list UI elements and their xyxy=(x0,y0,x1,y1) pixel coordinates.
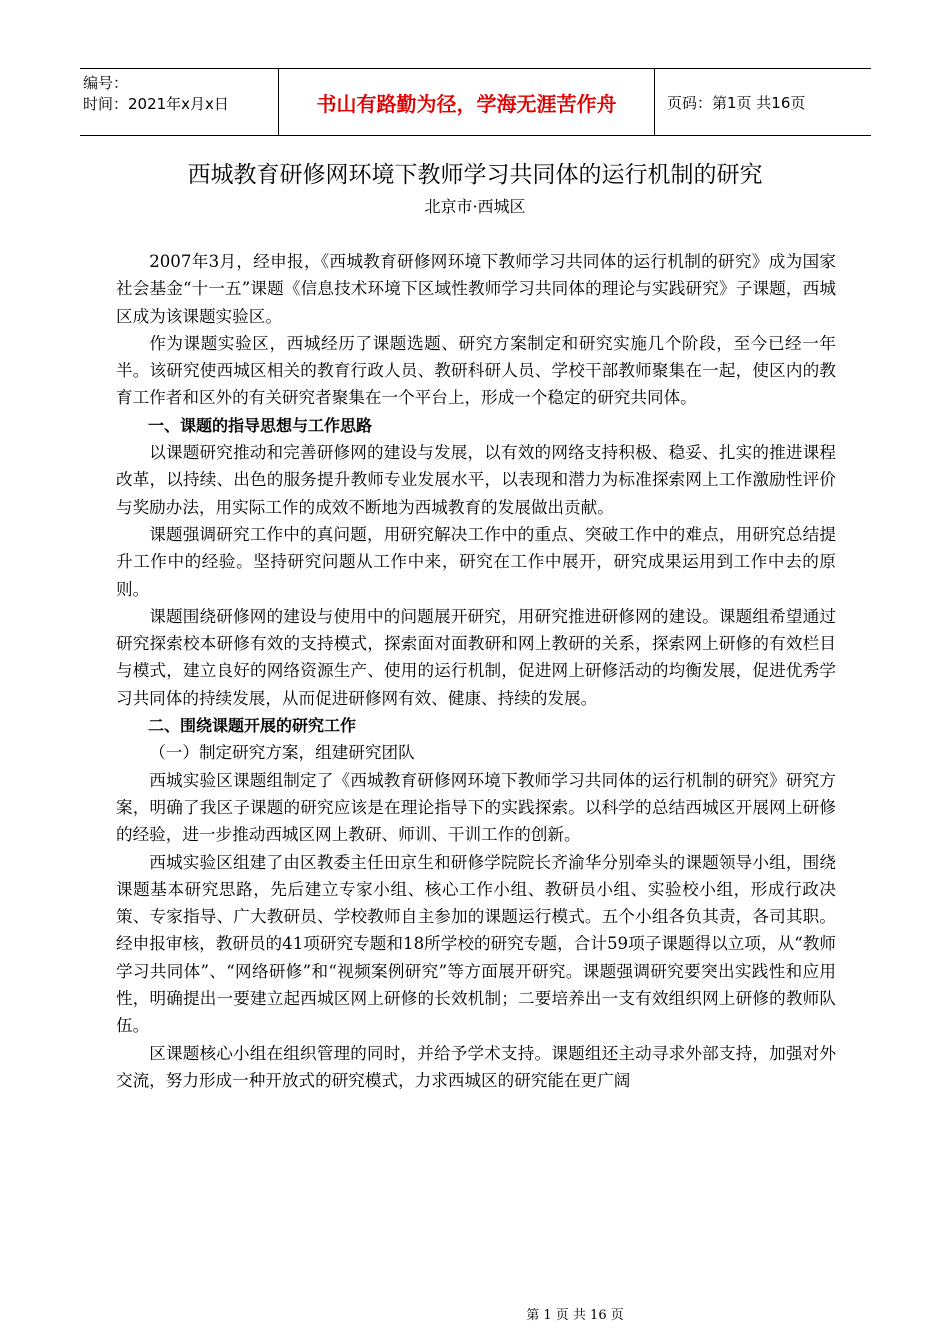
page-header xyxy=(80,68,871,136)
paragraph: 以课题研究推动和完善研修网的建设与发展，以有效的网络支持积极、稳妥、扎实的推进课程改革，以持续、出色的服务提升教师专业发展水平，以表现和潜力为标准探索网上工作激励性评价与奖励办法，用实际工作的成效不断地为西城教育的发展做出贡献。 xyxy=(116,443,836,517)
document-title: 西城教育研修网环境下教师学习共同体的运行机制的研究 xyxy=(187,162,763,188)
section-heading: 一、课题的指导思想与工作思路 xyxy=(148,415,373,435)
paragraph: 作为课题实验区，西城经历了课题选题、研究方案制定和研究实施几个阶段，至今已经一年半。该研究使西城区相关的教育行政人员、教研科研人员、学校干部教师聚集在一起，使区内的教育工作者和区外的有关研究者聚集在一个平台上，形成一个稳定的研究共同体。 xyxy=(116,333,836,408)
time-label: 时间：2021年x月x日 xyxy=(83,95,229,113)
header-page-info: 页码：第1页 共16页 xyxy=(667,93,806,112)
subsection-heading: （一）制定研究方案，组建研究团队 xyxy=(149,743,415,763)
paragraph: 课题强调研究工作中的真问题，用研究解决工作中的重点、突破工作中的难点，用研究总结提升工作中的经验。坚持研究问题从工作中来，研究在工作中展开，研究成果运用到工作中去的原则。 xyxy=(116,524,836,599)
paragraph: 西城实验区组建了由区教委主任田京生和研修学院院长齐渝华分别牵头的课题领导小组，围绕课题基本研究思路，先后建立专家小组、核心工作小组、教研员小组、实验校小组，形成行政决策、专家指导、广大教研员、学校教师自主参加的课题运行模式。五个小组各负其责，各司其职。经申报审核，教研员的41项研究专题和18所学校的研究专题，合计59项子课题得以立项，从“教师学习共同体”、“网络研修”和“视频案例研究”等方面展开研究。课题强调研究要突出实践性和应用性，明确提出一要建立起西城区网上研修的长效机制；二要培养出一支有效组织网上研修的教师队伍。 xyxy=(116,852,836,1036)
number-label: 编号： xyxy=(83,74,129,92)
document-subtitle: 北京市·西城区 xyxy=(424,197,526,216)
document-body xyxy=(116,248,836,1094)
header-meta xyxy=(80,69,279,135)
section-heading: 二、围绕课题开展的研究工作 xyxy=(148,716,357,736)
paragraph: 2007年3月，经申报，《西城教育研修网环境下教师学习共同体的运行机制的研究》成为国家社会基金“十一五”课题《信息技术环境下区域性教师学习共同体的理论与实践研究》子课题，西城区成为该课题实验区。 xyxy=(116,252,836,326)
paragraph: 课题围绕研修网的建设与使用中的问题展开研究，用研究推进研修网的建设。课题组希望通过研究探索校本研修有效的支持模式，探索面对面教研和网上教研的关系，探索网上研修的有效栏目与模式，建立良好的网络资源生产、使用的运行机制，促进网上研修活动的均衡发展，促进优秀学习共同体的持续发展，从而促进研修网有效、健康、持续的发展。 xyxy=(116,606,836,708)
paragraph: 西城实验区课题组制定了《西城教育研修网环境下教师学习共同体的运行机制的研究》研究方案，明确了我区子课题的研究应该是在理论指导下的实践探索。以科学的总结西城区开展网上研修的经验，进一步推动西城区网上教研、师训、干训工作的创新。 xyxy=(116,770,836,845)
header-motto: 书山有路勤为径，学海无涯苦作舟 xyxy=(279,69,655,135)
paragraph: 区课题核心小组在组织管理的同时，并给予学术支持。课题组还主动寻求外部支持，加强对外交流，努力形成一种开放式的研究模式，力求西城区的研究能在更广阔 xyxy=(116,1043,836,1090)
page-footer: 第 1 页 共 16 页 xyxy=(526,1308,624,1323)
